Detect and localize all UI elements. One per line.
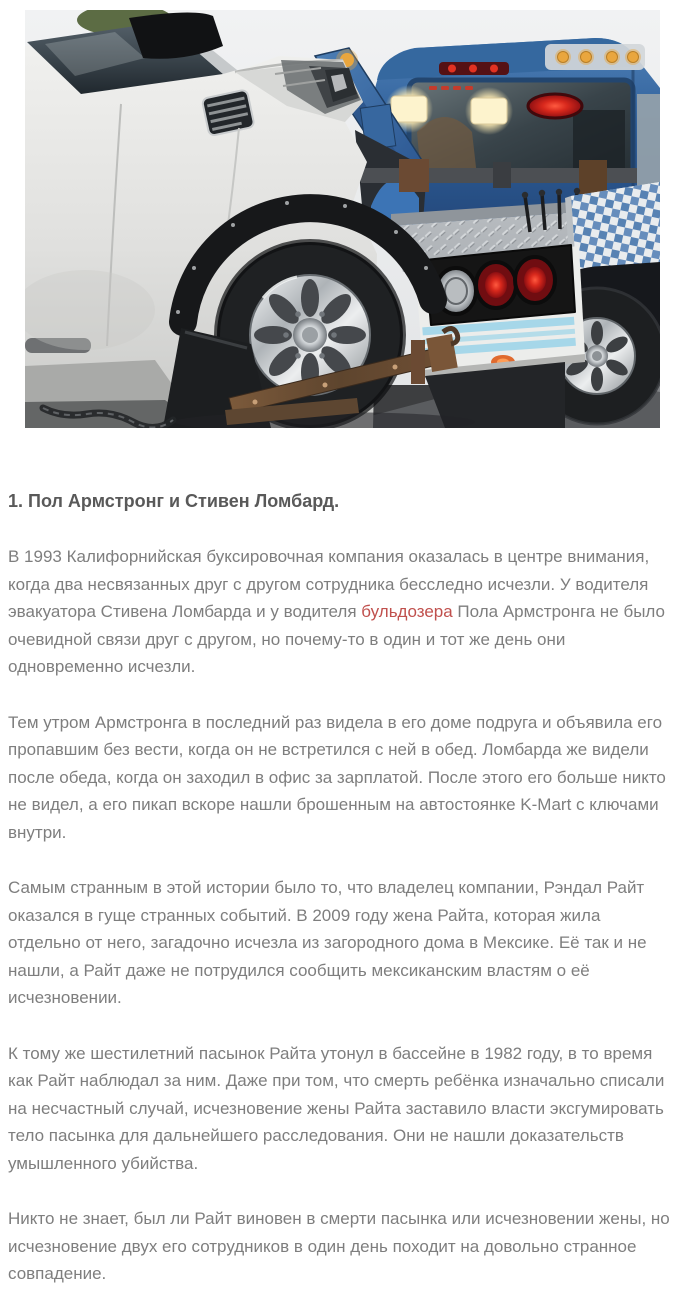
article-photo-tow-truck: [25, 10, 660, 428]
fender-vents: [202, 89, 255, 136]
paragraph-owner-wright: Самым странным в этой истории было то, что владелец компании, Рэндал Райт оказался в гуще странных событий. В 2009 году жена Райта, которая жила отдельно от него, загадочно исчезла из загородного дома в Мексике. Её так и не нашли, а Райт даже не потрудился сообщить мексиканским властям о её исчезновении.: [8, 878, 647, 1007]
intro-text-before: В 1993 Калифорнийская буксировочная компания оказалась в центре внимания, когда два несвязанных друг с другом сотрудника бесследно исчезли. У водителя эвакуатора Стивена Ломбарда и у водителя: [8, 547, 650, 621]
paragraph-conclusion: Никто не знает, был ли Райт виновен в смерти пасынка или исчезновении жены, но исчезновение двух его сотрудников в один день походит на довольно странное совпадение.: [8, 1209, 670, 1283]
paragraph-stepson: К тому же шестилетний пасынок Райта утонул в бассейне в 1982 году, в то время как Райт наблюдал за ним. Даже при том, что смерть ребёнка изначально списали на несчастный случай, исчезновение жены Райта заставило власти эксгумировать тело пасынка для дальнейшего расследования. Они не нашли доказательств умышленного убийства.: [8, 1043, 665, 1173]
tow-truck-illustration: [25, 10, 660, 428]
article-heading: 1. Пол Армстронг и Стивен Ломбард.: [8, 491, 340, 511]
paragraph-intro: [8, 543, 677, 681]
bulldozer-link[interactable]: бульдозера: [361, 602, 453, 621]
intro-text-after: Пола Армстронга не было очевидной связи друг с другом, но почему-то в один и тот же день они одновременно исчезли.: [8, 602, 665, 676]
article-body: [0, 487, 685, 1298]
paragraph-armstrong-morning: Тем утром Армстронга в последний раз видела в его доме подруга и объявила его пропавшим без вести, когда он не встретился с ней в обед. Ломбарда же видели после обеда, когда он заходил в офис за зарплатой. После этого его больше никто не видел, а его пикап вскоре нашли брошенным на автостоянке K-Mart с ключами внутри.: [8, 712, 666, 842]
passenger-window: [637, 94, 660, 188]
